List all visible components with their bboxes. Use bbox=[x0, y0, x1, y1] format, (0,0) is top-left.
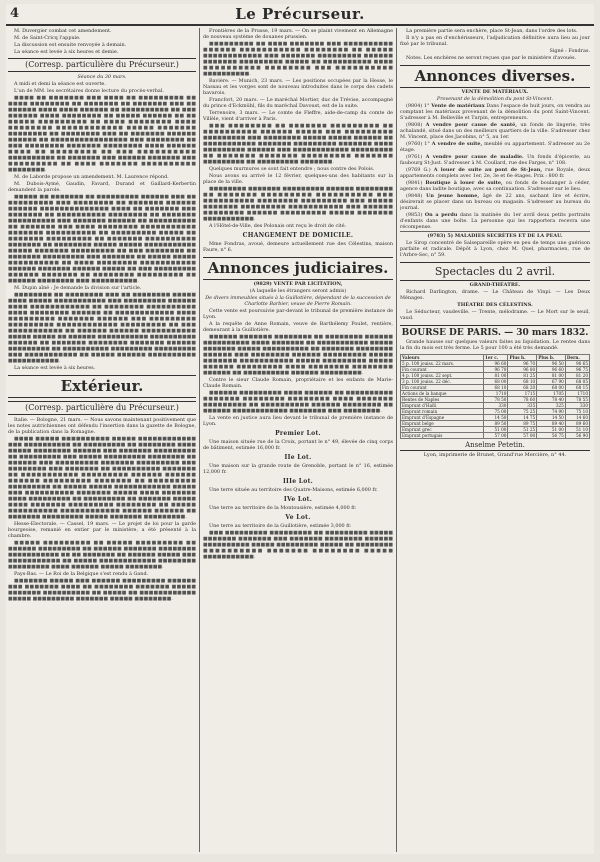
security-name: 5 p. 100 jouiss. 22 mars. bbox=[401, 361, 484, 367]
ad-title: A vendre pour cause de maladie. bbox=[425, 154, 524, 160]
table-row bbox=[401, 397, 590, 403]
table-row bbox=[401, 361, 590, 367]
text-line: A midi et demi la séance est ouverte. bbox=[14, 81, 106, 87]
medical-ad-text: Le Sirop concentré de Salsepareille opère en peu de temps une guérison parfaite et radicale. Dépôt à Lyon, chez M. Quel, pharmacien, rue de l'Arbre-Sec, n° 59. bbox=[400, 240, 590, 258]
ad-title: A vendre pour cause de santé, bbox=[425, 122, 517, 128]
text-line: Italie. — Bologne, 21 mars. — Nous savons maintenant positivement que les notes autrichiennes ont défendu l'insertion dans la gazette de Bologne, de la publication dans la Romagne. bbox=[8, 417, 196, 435]
table-row bbox=[401, 415, 590, 421]
column-header: 1er c. bbox=[483, 355, 507, 361]
security-name: Emprunt portugais bbox=[401, 433, 484, 439]
security-name: Rentes de Naples bbox=[401, 397, 484, 403]
ad-number: (9841) bbox=[406, 180, 423, 186]
price-cell: 68 15 bbox=[565, 385, 589, 391]
text-line: La séance est levée à six heures et demie. bbox=[14, 49, 119, 55]
price-cell: 89 40 bbox=[537, 421, 566, 427]
ad-title: Boutique à louer de suite, bbox=[425, 180, 503, 186]
price-cell: 325 bbox=[537, 403, 566, 409]
price-cell: 96 75 bbox=[565, 367, 589, 373]
price-cell: 89 75 bbox=[508, 421, 537, 427]
price-cell: 335 bbox=[508, 403, 537, 409]
security-name: Fin courant bbox=[401, 367, 484, 373]
text-line: Signé : Fondras. bbox=[549, 48, 590, 54]
text-line: La séance est levée à six heures. bbox=[14, 365, 96, 371]
table-row bbox=[401, 433, 590, 439]
price-cell: 96 70 bbox=[483, 367, 507, 373]
price-cell: 51 10 bbox=[565, 427, 589, 433]
ad-number: (9761) bbox=[406, 154, 423, 160]
materials-sale-subtitle: Provenant de la démolition du pont St-Vincent. bbox=[436, 96, 554, 102]
column-left bbox=[8, 28, 196, 852]
ad-number: (9848) bbox=[406, 193, 423, 199]
text-line: Pays-Bas. — Le Roi de la Belgique s'est rendu à Gand. bbox=[14, 571, 149, 577]
ad-text: rue Royale, deux appartements complets avec 1er, 2e, 3e et 6e étages. Prix : 800 fr. bbox=[400, 167, 590, 179]
lot-text: Une maison sur la grande route de Grenoble, portant le n° 16, estimée 12,000 fr. bbox=[203, 463, 393, 475]
masthead bbox=[6, 4, 594, 26]
price-cell: 1715 bbox=[508, 391, 537, 397]
ad-title: Un jeune homme, bbox=[426, 193, 480, 199]
price-cell: 14 50 bbox=[483, 415, 507, 421]
text-line: M. Dupin aîné : Je demande la division sur l'article. bbox=[14, 285, 142, 291]
text-line: Il n'y a pas en d'enchérisseurs, l'adjudication définitive aura lieu au jour fixé par le tribunal. bbox=[400, 35, 590, 47]
price-cell: 96 60 bbox=[483, 361, 507, 367]
security-name: Emprunt grec bbox=[401, 427, 484, 433]
price-cell: 330 bbox=[483, 403, 507, 409]
price-cell: 51 00 bbox=[537, 427, 566, 433]
body-text: ■■■■ ■■ ■■■■■■■ ■■■ ■■■■ ■■ ■■■■■■■■■ ■■ ■■■■ ■■■■■■■■ ■■ ■■■■■■■ ■■ ■■■■■■■ ■■■ ■■ ■■■■■■ ■■■■ ■■■■ ■■■■■■ ■■ ■■■■■■■■■■ ■■ ■■■ ■■■■■■ ■■■■ ■■■■■■■■ ■■ ■■■■■ ■■■■■■ ■■ ■■ ■■■■■ ■■■■■■■■■ ■■ ■■■■ ■■■■■■■■ ■■■■ ■■■■■■■■ ■■■■■■■■■■■■ ■■■■■ ■■■■■■■ ■■■■■■■■ ■■ ■■■■■■■■ ■■■ ■■ ■■■■■■■ ■■■■■■ ■■■■■■ ■■ ■■■■■■■■■■■■■■■■ ■■■ ■■■■■■■■ ■■ ■■■ ■■■■■■■■ ■■■■■■■ ■■■■■■■■ ■■■■ ■■■■■■ ■■■■ ■■ ■■■■■■■■ ■■ ■■■ ■■■■■■■■■■ ■■■■■■■■■■ ■■ ■■■■■■■ ■■■ ■■■■■■ ■■■■■■■ ■■■ ■■■■■■■■■ ■■ ■■■■ ■■■■■■■ ■■■■■■■■■■ ■■■■■■■■. bbox=[8, 95, 196, 173]
section-subheading: Séance du 30 mars. bbox=[77, 74, 127, 80]
price-cell: 68 10 bbox=[508, 379, 537, 385]
lot-text: Une maison située rue de la Croix, portant le n° 49, élevée de cinq corps de bâtiment, estimée 16,000 fr. bbox=[203, 439, 393, 451]
stock-exchange-rows bbox=[401, 361, 590, 439]
price-cell: 14 50 bbox=[537, 415, 566, 421]
classified-ad bbox=[400, 154, 590, 166]
price-cell: 51 25 bbox=[508, 427, 537, 433]
price-cell: 96 65 bbox=[565, 361, 589, 367]
column-header: Dern. bbox=[565, 355, 589, 361]
price-cell: 68 20 bbox=[508, 385, 537, 391]
text-line: La vente en justice aura lieu devant le tribunal de première instance de Lyon. bbox=[203, 415, 393, 427]
lot-text: Une terre au territoire de la Montousière, estimée 4,000 fr. bbox=[209, 505, 357, 511]
section-heading-exterieur: Extérieur. bbox=[8, 375, 196, 398]
sale-title: (9829) VENTE PAR LICITATION, bbox=[253, 281, 343, 287]
price-cell: 57 00 bbox=[508, 433, 537, 439]
price-cell: 68 10 bbox=[483, 385, 507, 391]
ad-number: (9808) bbox=[406, 122, 423, 128]
ad-text: âgé de 22 ans, sachant lire et écrire, désirerait se placer dans un bureau ou magasin. S'adresser au bureau du journal. bbox=[400, 193, 590, 211]
body-text: ■■■■■ ■■■■■■■■■ ■■ ■■■■■ ■■■■■■■■■ ■■ ■■■■■■ ■■■■■■■■■ ■■ ■■■■■■ ■■■■■■■ ■■■■■■■■ ■■■■■■■■■■■ ■■ ■■ ■■■■■■■ ■■ ■■■■■■ ■■■■■ ■■■ ■■■■■■■■■■■ ■■ ■■■■■ ■■■■■■■■■■■■ ■■■■■■■■ ■■■■■■■■■ ■■■■ ■■■■■■ ■■■■■ ■■■■■■■■. bbox=[8, 540, 196, 570]
classified-ad bbox=[400, 167, 590, 179]
theatre-program: Richard Darlington, drame. — Le Château de Vinpi. — Les Deux Ménages. bbox=[400, 289, 590, 301]
price-cell: 78 60 bbox=[508, 397, 537, 403]
newspaper-title: Le Précurseur. bbox=[235, 5, 365, 23]
text-line: La discussion est ensuite renvoyée à demain. bbox=[14, 42, 127, 48]
price-cell: 56 90 bbox=[565, 433, 589, 439]
ad-title: A louer de suite au pont de St-Jean, bbox=[433, 167, 543, 173]
classified-ad bbox=[400, 141, 590, 153]
newspaper-page bbox=[6, 4, 594, 854]
text-line: Contre le sieur Claude Romain, propriétaire et les enfants de Marie-Claude Romain. bbox=[203, 377, 393, 389]
text-line: Quelques murmures se sont fait entendre ; nous contre des Polois. bbox=[209, 166, 375, 172]
price-cell: 14 75 bbox=[508, 415, 537, 421]
text-line: M. Dubois-Aymé, Gaudin, Favard, Durand et Gaillard-Kerbertin demandent la parole. bbox=[8, 181, 196, 193]
lot-text: Une terre située au territoire des Quatre-Maisons, estimée 6,000 fr. bbox=[209, 487, 378, 493]
text-line: Hesse-Electorale. — Cassel, 19 mars. — Le projet de loi pour la garde bourgeoise, remanié en entier par le ministère, a été présenté à la chambre. bbox=[8, 521, 196, 539]
stock-exchange-intro: Grande hausse sur quelques valeurs faites au liquidation. Le rentes dans la fin du mois est très ferme. Le 5 pour 100 a été très demandé. bbox=[400, 339, 590, 351]
classified-ad bbox=[400, 103, 590, 121]
ad-text: Un fonds d'épicerie, au faubourg St-Just. S'adresser à M. Coullard, rue des Farges, n° 108. bbox=[400, 154, 590, 166]
column-header: Valeurs bbox=[401, 355, 484, 361]
classified-ad bbox=[400, 212, 590, 230]
classified-ad bbox=[400, 180, 590, 192]
text-line: Francfort, 20 mars. — Le maréchal Mortier, duc de Trévise, accompagné du prince d'Eckmühl, fils du maréchal Davoust, est de la suite. bbox=[203, 97, 393, 109]
ad-text: Dans l'espace de huit jours, on vendra au comptant les matériaux provenant de la démolition du pont Saint-Vincent. S'adresser à M. Belleville et Turpin, entrepreneurs. bbox=[400, 103, 590, 121]
text-line: A la requête de Anne Romain, veuve de Barthélemy Poulet, rentière, demeurant à la Guillotière. bbox=[203, 321, 393, 333]
security-name: Emprunt romain bbox=[401, 409, 484, 415]
text-line: La première partie sera enchère, place St-Jean, dans l'ordre des lots. bbox=[406, 28, 578, 34]
price-cell: 57 00 bbox=[483, 433, 507, 439]
price-cell: 89 50 bbox=[483, 421, 507, 427]
body-text: ■■■■■■■ ■■■■■ ■■■ ■■■■■■ ■■■■■■■■■ ■■■■■■ ■■■ ■■■■■■■ ■■■■ ■■ ■■■■■■■■ ■■■■■■■ ■■■■■ ■■■■■■■ ■■■■■■■■■■ ■■ ■■■■■ ■■ ■■■■■■■■■■■■ ■■■■■ ■■■■■■■■■ ■■■■■■■ ■■■■■ ■■■■■■■■. bbox=[8, 578, 196, 602]
section-subheading: (Corresp. particulière du Précurseur.) bbox=[8, 401, 196, 415]
text-line: A l'Hôtel-de-Ville, des Polonais ont reçu le droit de cité. bbox=[209, 223, 347, 229]
security-name: Fin courant bbox=[401, 385, 484, 391]
section-heading: (Corresp. particulière du Précurseur.) bbox=[8, 58, 196, 72]
security-name: 4 p. 100 jouiss. 22 sept. bbox=[401, 373, 484, 379]
price-cell: 96 50 bbox=[537, 361, 566, 367]
price-cell: 68 00 bbox=[537, 385, 566, 391]
stock-exchange-heading: BOURSE DE PARIS. — 30 mars 1832. bbox=[400, 325, 590, 339]
price-cell: 1705 bbox=[537, 391, 566, 397]
security-name: Actions de la banque bbox=[401, 391, 484, 397]
theatre-name: GRAND-THÉATRE. bbox=[469, 282, 521, 288]
text-line: Cette vente est poursuivie par-devant le tribunal de première instance de Lyon. bbox=[203, 308, 393, 320]
lot-heading: IVe Lot. bbox=[283, 496, 313, 503]
ad-number: (9769 G.) bbox=[406, 167, 431, 173]
table-row bbox=[401, 379, 590, 385]
lot-heading: Ve Lot. bbox=[285, 514, 311, 521]
medical-ad-heading: (9783) 5) MALADIES SECRÈTES ET DE LA PEAU. bbox=[400, 231, 590, 239]
table-row bbox=[401, 427, 590, 433]
text-line: Bavière. — Munich, 23 mars. — Les positions occupées par la Hesse, le Nassau et les vorges sont de nouveau introduites dans le corps des cadets bavarois. bbox=[203, 78, 393, 96]
price-cell: 67 90 bbox=[537, 379, 566, 385]
page-number: 4 bbox=[10, 6, 20, 21]
ad-number: (9853) bbox=[406, 212, 423, 218]
price-cell: 75 10 bbox=[565, 409, 589, 415]
price-cell: 75 00 bbox=[483, 409, 507, 415]
price-cell: 1710 bbox=[483, 391, 507, 397]
text-line: M. de Laborde propose un amendement. M. Laurence répond. bbox=[14, 174, 169, 180]
sale-subtitle: (A laquelle les étrangers seront admis) bbox=[249, 288, 347, 294]
lot-heading: IIIe Lot. bbox=[282, 478, 314, 485]
column-middle bbox=[203, 28, 393, 852]
body-text: ■■■■■■■■ ■■■■■■■ ■■■■■■■■■ ■■■■■■ ■■■■■■■■ ■■ ■■■■■■■ ■■■■■■■■■ ■■■■■■■■■■ ■■■ ■■■■■■■■■■ ■■■■■■■■ ■■■■■■■■■ ■■■ ■■■■■ ■■■■■■■ ■■■■■■■■■ ■■■■■■■■■■■ ■■■ ■■■■■■ ■■■■■■■■ ■■■■■■ ■■■■■■■■■ ■■■■■ ■■■■■■■ ■■■■■■■■■■■. bbox=[203, 186, 393, 222]
price-cell: 68 05 bbox=[565, 379, 589, 385]
price-cell: 56 75 bbox=[537, 433, 566, 439]
sale-description: De divers immeubles situés à la Guillotière, dépendant de la succession de Charlotte Barbier, veuve de Pierre Romain. bbox=[205, 295, 391, 307]
text-line: Nous avons su arrivé le 12 février, quelques-uns des habitants sur la place de la ville. bbox=[203, 173, 393, 185]
classified-ad bbox=[400, 193, 590, 211]
security-name: Emprunt d'Haïti bbox=[401, 403, 484, 409]
ad-text: un fonds de lingerie, très achalandé, situé dans un des meilleurs quartiers de la ville. S'adresser chez M. Vincent, place des Jacobins, n° 5, au 1er. bbox=[400, 122, 590, 140]
text-line: Terrenoire, 3 mars. — Le comte de Fleffre, aide-de-camp du comte de Villèle, vient d'arriver à Paris. bbox=[203, 110, 393, 122]
ad-number: (9804) 1° bbox=[406, 103, 430, 109]
ad-title: On a perdu bbox=[424, 212, 458, 218]
table-row bbox=[401, 391, 590, 397]
price-cell: 81 00 bbox=[483, 373, 507, 379]
column-divider bbox=[199, 28, 200, 852]
table-row bbox=[401, 409, 590, 415]
price-cell: 89 60 bbox=[565, 421, 589, 427]
column-right bbox=[400, 28, 590, 852]
text-line: Notes. Les enchères ne seront reçues que par le ministère d'avoués. bbox=[406, 55, 577, 61]
price-cell: 78 40 bbox=[537, 397, 566, 403]
lot-text: Une terre au territoire de la Guillotière, estimée 3,000 fr. bbox=[209, 523, 352, 529]
ad-text: dans la matinée du 1er avril deux petits portraits d'enfants dans une boîte. La personne qui les rapportera recevra une récompense. bbox=[400, 212, 590, 230]
price-cell: 78 50 bbox=[483, 397, 507, 403]
price-cell: 68 00 bbox=[483, 379, 507, 385]
ad-number: (9760) 1° bbox=[406, 141, 430, 147]
ad-text: meublé ou appartement. S'adresser au 2e étage. bbox=[400, 141, 590, 153]
text-line: Frontières de la Prusse, 19 mars. — On se plaint vivement en Allemagne de nouveau système de douanes prussien. bbox=[203, 28, 393, 40]
price-cell: 78 55 bbox=[565, 397, 589, 403]
body-text: ■■■■■■■■ ■■ ■■■■■■■■ ■■■ ■■ ■■■■■■■■ ■■■■■ ■■■■ ■■■■■ ■■■■■■■■■■■ ■■■ ■■■■■■■■■ ■■■■■■ ■■■■ ■■■■■■■■■■■■ ■■ ■■■■■■■■ ■■■■■■■■■■ ■■■■ ■■■■■■■■ ■■■■■■ ■■ ■■■■■■■■■■■■ ■■■■ ■■■■■■■■■ ■■■■■■■ ■■■■■■ ■■■ ■■■■■■■■■ ■■■■■■■■■ ■■■■■■■■■■■■ ■■■■■■■■■ ■■ ■■■ ■■■■■■■■■■■ ■■ ■■■■■■ ■■■■■■ ■■■■■■■■■■■ ■■■■■ ■■■■■ ■■ ■■■■■■ ■■■■■■■■■■■ ■■■■■■■■■■ ■■■■■■ ■■ ■■■■■■■ ■■■■■■■■ ■■■■■■■ ■■■■■■ ■■■■■■■■■ ■■ ■■■■■■■■■■ ■■■■■■■■■ ■■■■■■■■■ ■■■ ■■■■■■■■■■■ ■■ ■■■■■ ■■■■■■ ■■■■■■■■■■ ■■■■■■■■■■■. bbox=[8, 292, 196, 364]
theatre-program: Le Séducteur, vaudeville. — Trente, mélodrame. — Le Mort sur le seuil, vaud. bbox=[400, 309, 590, 321]
table-row bbox=[401, 421, 590, 427]
ad-title: A vendre de suite, bbox=[431, 141, 483, 147]
stock-exchange-table bbox=[400, 354, 590, 439]
lot-heading: Premier Lot. bbox=[275, 430, 321, 437]
price-cell: 14 60 bbox=[565, 415, 589, 421]
security-name: 3 p. 100 jouiss. 22 déc. bbox=[401, 379, 484, 385]
body-text: ■■■■ ■■■■■ ■■■■■■■■■■ ■■■■■ ■■■■■■■■■■■■ ■■■ ■■■■■■■■■■ ■■ ■■■■■■■■■ ■■ ■■■■■■■■ ■■■■ ■■■■■ ■■■■■■■■ ■■■■■■ ■■■ ■■■■■■■ ■■■■■■■■■ ■■ ■■■■■■■■■ ■■■ ■■■■■ ■■■■■■■■■ ■■■■■■■■ ■■ ■■■■■■ ■■■ ■■■■■■■■■ ■■■■■■■ ■■■■■■■■■ ■■■ ■■■■■■■■ ■■■ ■■■■■■■ ■■ ■■■■■■■■■■ ■■■■■■■ ■■ ■■■■■■■■■■■ ■■■■■■■■■ ■■■■■■ ■■■■■■ ■■■■■■ ■■■■■■■■■ ■■■■■■■ ■■ ■■■■■■■■■ ■■■■■■■■■ ■■ ■■■■■ ■■■■■ ■■■■■■■■■■■■ ■■■■■ ■■■ ■■■■■■■■■■ ■■■■■■■ ■■■■■ ■■■■ ■■■■■■■ ■■■■ ■■■■■■■■■ ■■ ■■■■■■■■■ ■■ ■■■■■■■ ■■■■■ ■■■■ ■■■■■■■ ■■■■■■■■■ ■■■■■■■■ ■■ ■■■■■ ■■■■■■■■■■ ■■■■■■■■■■■■ ■■■■■■ ■■■■■■ ■■ ■■■■■■■ ■■■■■■■■■ ■■■■■ ■■■■■■■ ■■■■■■■■■. bbox=[8, 436, 196, 520]
body-text: ■■■■■■ ■■■■■■■ ■■■■■■■■ ■■ ■■■■■■■■ ■■■■■■ ■■■■■■■■■■ ■■■■ ■■■■■■■ ■■ ■■■■■■■■■■■ ■■■■■ ■■■■■■■ ■■■■■ ■■■■■■■■■■ ■■ ■■■■■■■ ■■■■■■■■ ■■■■■■ ■■■ ■■■■■■■■ ■■■■■■ ■■■■■■■■■ ■■■■■ ■■■■■■■ ■■■■■■■■■■■ ■■■■■ ■■■■■■■■■ ■■■■■ ■■■■■■ ■■■■■■■■■ ■■■■ ■■■■■■■■ ■■■■■■■■ ■■■■■■ ■■ ■■■■■■■■■■ ■■■■■■ ■■■■■■■■■. bbox=[203, 334, 393, 376]
body-text: ■■■■■ ■■ ■■■■■■■ ■■ ■■■■■■■■■ ■■■■■■ ■■■ ■■ ■■■■■■■■■ ■■■ ■■■■■■■■ ■■ ■■■■■■■ ■■■■■■ ■■■■■■ ■■■■■■■■■■■■■■ ■■■■ ■■ ■■■■■■■ ■■■ ■■■■■■■ ■■ ■■■■■■■■■■ ■■■■■■■■ ■■ ■■■■■■■ ■■■■■■■■■■ ■■■ ■■■■■■■ ■■■■■■ ■■ ■■■■■■■■■■ ■■ ■■■■■■■ ■■■ ■■■■ ■■■■■■■■ ■■■■■■■■■■■ ■■■■■■■ ■■■■■■■■■■ ■■ ■■■■■■■■■ ■■■■■ ■■ ■■■■■■■ ■■■■■■■■■ ■■ ■■■■■■■ ■■■■■■■■■■ ■■■■■■■ ■■ ■■■■■■■■ ■■■■■ ■■■■■ ■■■■■■■■■■■ ■■■■■ ■■■■■■■ ■■■■■■■■■ ■■ ■■■ ■■■■■■■■ ■■ ■■■■■■■ ■■■■■■■■■ ■■■ ■■■■■■■ ■■ ■■■■■ ■■■■■ ■■■■■■■■■■ ■■ ■■■■ ■■■■■■■■ ■■■■■■■■■■■ ■■■■■■ ■■■■■■■ ■■■■■■ ■■■■■ ■■ ■■■ ■■■■■■■■■ ■■■■■■ ■■■■■■■ ■■ ■■■■■■■■ ■■■■■■■■■ ■■ ■■■■■■ ■■■■■■■■ ■■■ ■■■■■■■■■■. bbox=[8, 194, 196, 284]
section-heading-annonces-diverses: Annonces diverses. bbox=[400, 65, 590, 88]
table-row bbox=[401, 373, 590, 379]
body-text: ■■■ ■■■■■■■■■ ■■■■■■■■■ ■■ ■■■■■■■■■ ■■■■■ ■■■■■■■ ■■■■■■■ ■■■ ■■■■■■■ ■■■■■■■■ ■■■■■■ ■■■■■■■■■■ ■■■■■ ■■■■■■■■■ ■■■■■ ■■ ■■■■■■■■ ■■■■■■■■■■ ■■■■■■■ ■■■■■■■■ ■■■■■ ■■■■■■■■■■■. bbox=[203, 530, 393, 560]
price-cell: 81 00 bbox=[537, 373, 566, 379]
price-cell: 96 60 bbox=[537, 367, 566, 373]
printer-imprint: Lyon, imprimerie de Brunet, Grand'rue Mercière, n° 44. bbox=[400, 450, 590, 458]
change-of-address-text: Mme Fondras, avoué, demeure actuellement rue des Célestins, maison Faure, n° 6. bbox=[203, 241, 393, 253]
signature: Anselme Petetin. bbox=[465, 441, 525, 449]
security-name: Emprunt d'Espagne bbox=[401, 415, 484, 421]
text-line: L'un de MM. les secrétaires donne lecture du procès-verbal. bbox=[14, 88, 164, 94]
price-cell: 51 00 bbox=[483, 427, 507, 433]
text-line: M. de Saint-Cricq l'appuie. bbox=[14, 35, 81, 41]
ad-title: Vente de matériaux bbox=[431, 103, 485, 109]
price-cell: 75 25 bbox=[508, 409, 537, 415]
price-cell: 96 70 bbox=[508, 361, 537, 367]
price-cell: 74 90 bbox=[537, 409, 566, 415]
ad-text: ou fonds de boulanger à céder, agence dans ladite boutique, avec sa continuation. S'adresser sur le lieu. bbox=[400, 180, 590, 192]
change-of-address-heading: CHANGEMENT DE DOMICILE. bbox=[242, 232, 354, 239]
column-header: Plus b. bbox=[537, 355, 566, 361]
column-divider bbox=[396, 28, 397, 852]
price-cell: 81 20 bbox=[565, 373, 589, 379]
security-name: Emprunt belge bbox=[401, 421, 484, 427]
price-cell: 1710 bbox=[565, 391, 589, 397]
materials-sale-title: VENTE DE MATÉRIAUX. bbox=[461, 89, 529, 95]
price-cell: 81 25 bbox=[508, 373, 537, 379]
text-line: M. Duvergier combat cet amendement. bbox=[14, 28, 112, 34]
theatre-name: THÉATRE DES CÉLESTINS. bbox=[457, 302, 533, 308]
section-heading-spectacles: Spectacles du 2 avril. bbox=[400, 262, 590, 281]
column-header: Plus h. bbox=[508, 355, 537, 361]
classified-ad bbox=[400, 122, 590, 140]
section-heading-annonces-judiciaires: Annonces judiciaires. bbox=[203, 257, 393, 280]
lot-heading: IIe Lot. bbox=[284, 454, 312, 461]
body-text: ■■■ ■■■■■■■■ ■■ ■■■■■■■ ■■■■■■■■■ ■■ ■■■■■■■■■■ ■■■■■■ ■■■■■ ■■■ ■■■■■■■■■ ■■■■■■■■■ ■■■ ■■■■■■■■ ■■■■■ ■■■■■ ■■■■■■ ■■ ■■■■■■■■■■■ ■■■■■■■ ■■■■■■■■■ ■■■■■■■ ■■■■ ■■■■■■■■■ ■■■■■■ ■■■ ■■■■■■■■■■■■ ■■■■■■■■■ ■■ ■■■■■■■ ■■■■■■■ ■■■■■■■■■ ■■■■■■■ ■■■■■■■■■ ■■ ■■■■■■■■■ ■■■■■■■. bbox=[203, 123, 393, 165]
body-text: ■■■■■■ ■■■■■■■■■ ■■■■ ■■■■■■ ■■ ■■■■■■■■■■ ■■■■■■■ ■■■■■■■■ ■■■■■■■■ ■■■■ ■■■■■■■ ■■■■■■■■■ ■■ ■■■■■■■■■■ ■■■■■■ ■■■■■■■■ ■■ ■■■■■■ ■■■■■■■■■■■■ ■■■■■■■■ ■■■ ■■■■■■■■. bbox=[203, 390, 393, 414]
price-cell: 96 80 bbox=[508, 367, 537, 373]
price-cell: 330 bbox=[565, 403, 589, 409]
body-text: ■■■■■■■■■ ■■ ■■■■ ■■■■■■■ ■■■ ■■■■■■■■■■ ■■■■■■ ■■■■■■■■■■■ ■■■■■■■■ ■■ ■■■■■ ■■■■■■■■■■■■ ■■■ ■■■■■■■ ■■■■■■■■■ ■■■■■■ ■■■■■■■ ■■■■■■■■■ ■■■■■ ■■ ■■■■■■■■■■ ■■■■ ■■■■■■■■■■ ■■■■■■■■ ■■■ ■■■■■■■■■■ ■■■■■■■■■■. bbox=[203, 41, 393, 77]
